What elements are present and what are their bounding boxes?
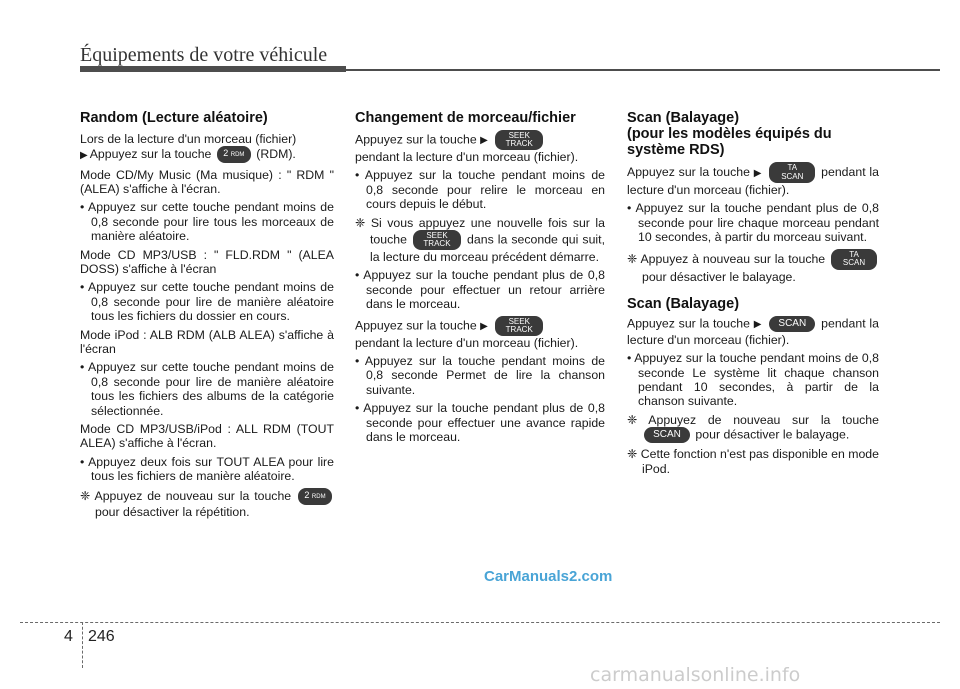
paragraph: [627, 162, 879, 197]
page-header-title: Équipements de votre véhicule: [80, 44, 328, 66]
text: pour désactiver le balayage.: [695, 427, 850, 442]
column-random: [80, 110, 334, 523]
text: ❈ Si vous appuyez une nouvelle fois sur la touche: [355, 215, 605, 247]
text: ❈ Appuyez à nouveau sur la touche: [627, 251, 826, 266]
text: ❈ Appuyez de nouveau sur la touche: [80, 488, 292, 503]
text: pendant la lecture d'un morceau (fichier).: [355, 335, 579, 350]
bullet-item: • Appuyez sur la touche pendant moins de 0,8 seconde Le système lit chaque chanson pendant 10 secondes, à partir de la chanson suivante.: [627, 351, 879, 409]
chapter-number: 4: [64, 628, 73, 645]
page-number: 246: [88, 628, 115, 645]
bullet-item: • Appuyez sur cette touche pendant moins de 0,8 seconde pour lire tous les morceaux de manière aléatoire.: [80, 200, 334, 244]
play-arrow-icon: ▶: [753, 167, 762, 179]
paragraph: [80, 132, 334, 164]
text: Appuyez sur la touche: [355, 317, 477, 332]
scan-button-icon: SCAN: [769, 316, 815, 332]
note-item: [627, 413, 879, 443]
site-watermark: carmanualsonline.info: [590, 664, 801, 686]
bullet-item: • Appuyez sur la touche pendant moins de 0,8 seconde pour relire le morceau en cours depuis le début.: [355, 168, 605, 212]
paragraph: Mode CD/My Music (Ma musique) : " RDM " (ALEA) s'affiche à l'écran.: [80, 167, 334, 196]
note-item: [355, 216, 605, 265]
scan-button-icon: SCAN: [644, 427, 690, 443]
text: Lors de la lecture d'un morceau (fichier): [80, 132, 297, 146]
header-rule: [346, 69, 940, 71]
paragraph: Mode CD MP3/USB : " FLD.RDM " (ALEA DOSS) s'affiche à l'écran: [80, 247, 334, 276]
column-track-change: [355, 110, 605, 449]
paragraph: [627, 316, 879, 347]
bullet-item: • Appuyez sur la touche pendant plus de 0,8 seconde pour effectuer une avance rapide dans le morceau.: [355, 401, 605, 445]
text: pendant la lecture d'un morceau (fichier).: [627, 164, 880, 197]
text: (RDM).: [256, 147, 296, 162]
seek-track-down-button-icon: SEEK TRACK: [495, 130, 543, 150]
play-arrow-icon: ▶: [753, 319, 762, 331]
paragraph: Mode iPod : ALB RDM (ALB ALEA) s'affiche à l'écran: [80, 327, 334, 357]
paragraph: [355, 130, 605, 164]
text: pour désactiver la répétition.: [95, 504, 250, 519]
ta-scan-button-icon: TA SCAN: [831, 249, 877, 270]
play-arrow-icon: ▶: [480, 135, 488, 147]
text: Appuyez sur la touche: [355, 132, 477, 147]
text: Appuyez sur la touche: [627, 316, 750, 331]
play-arrow-icon: ▶: [80, 150, 88, 162]
column-scan: [627, 110, 879, 480]
ta-scan-button-icon: TA SCAN: [769, 162, 815, 183]
play-arrow-icon: ▶: [480, 320, 488, 332]
seek-track-up-button-icon: SEEK TRACK: [495, 316, 543, 336]
text: pendant la lecture d'un morceau (fichier).: [355, 150, 579, 164]
text: Appuyez sur la touche: [89, 147, 212, 162]
note-item: [627, 249, 879, 284]
text: Appuyez sur la touche: [627, 164, 750, 179]
bullet-item: • Appuyez sur la touche pendant plus de 0,8 seconde pour effectuer un retour arrière dans le morceau.: [355, 268, 605, 312]
header-bar: [80, 66, 346, 72]
section-title-random: Random (Lecture aléatoire): [80, 110, 268, 126]
rdm-button-icon: 2 RDM: [298, 488, 332, 505]
bullet-item: • Appuyez sur cette touche pendant moins de 0,8 seconde pour lire de manière aléatoire tous les fichiers des albums de la catégorie sélectionnée.: [80, 360, 334, 418]
seek-track-down-button-icon: SEEK TRACK: [413, 230, 461, 250]
text: dans la seconde qui suit, la lecture du morceau précédent démarre.: [370, 232, 605, 265]
paragraph: Mode CD MP3/USB/iPod : ALL RDM (TOUT ALEA) s'affiche à l'écran.: [80, 422, 334, 451]
rdm-button-icon: 2 RDM: [217, 146, 251, 163]
section-title-track-change: Changement de morceau/fichier: [355, 110, 576, 126]
bullet-item: • Appuyez sur cette touche pendant moins de 0,8 seconde pour lire de manière aléatoire tous les fichiers du dossier en cours.: [80, 280, 334, 324]
text: ❈ Appuyez de nouveau sur la touche: [627, 412, 879, 427]
note-item: [80, 488, 334, 519]
watermark-logo: CarManuals2.com: [484, 568, 613, 585]
bullet-item: • Appuyez deux fois sur TOUT ALEA pour lire tous les fichiers de manière aléatoire.: [80, 454, 334, 484]
section-title-scan-rds: Scan (Balayage) (pour les modèles équipés du système RDS): [627, 110, 832, 158]
bullet-item: • Appuyez sur la touche pendant plus de 0,8 seconde pour lire chaque morceau pendant 10 secondes, à partir du morceau suivant.: [627, 201, 879, 245]
paragraph: [355, 316, 605, 350]
text: pour désactiver le balayage.: [642, 269, 796, 284]
note-item: ❈ Cette fonction n'est pas disponible en mode iPod.: [627, 447, 879, 476]
text: pendant la lecture d'un morceau (fichier).: [627, 316, 880, 347]
footer-rule: [20, 622, 940, 623]
section-title-scan: Scan (Balayage): [627, 296, 740, 313]
bullet-item: • Appuyez sur la touche pendant moins de 0,8 seconde Permet de lire la chanson suivante.: [355, 354, 605, 397]
footer-divider: [82, 622, 83, 668]
